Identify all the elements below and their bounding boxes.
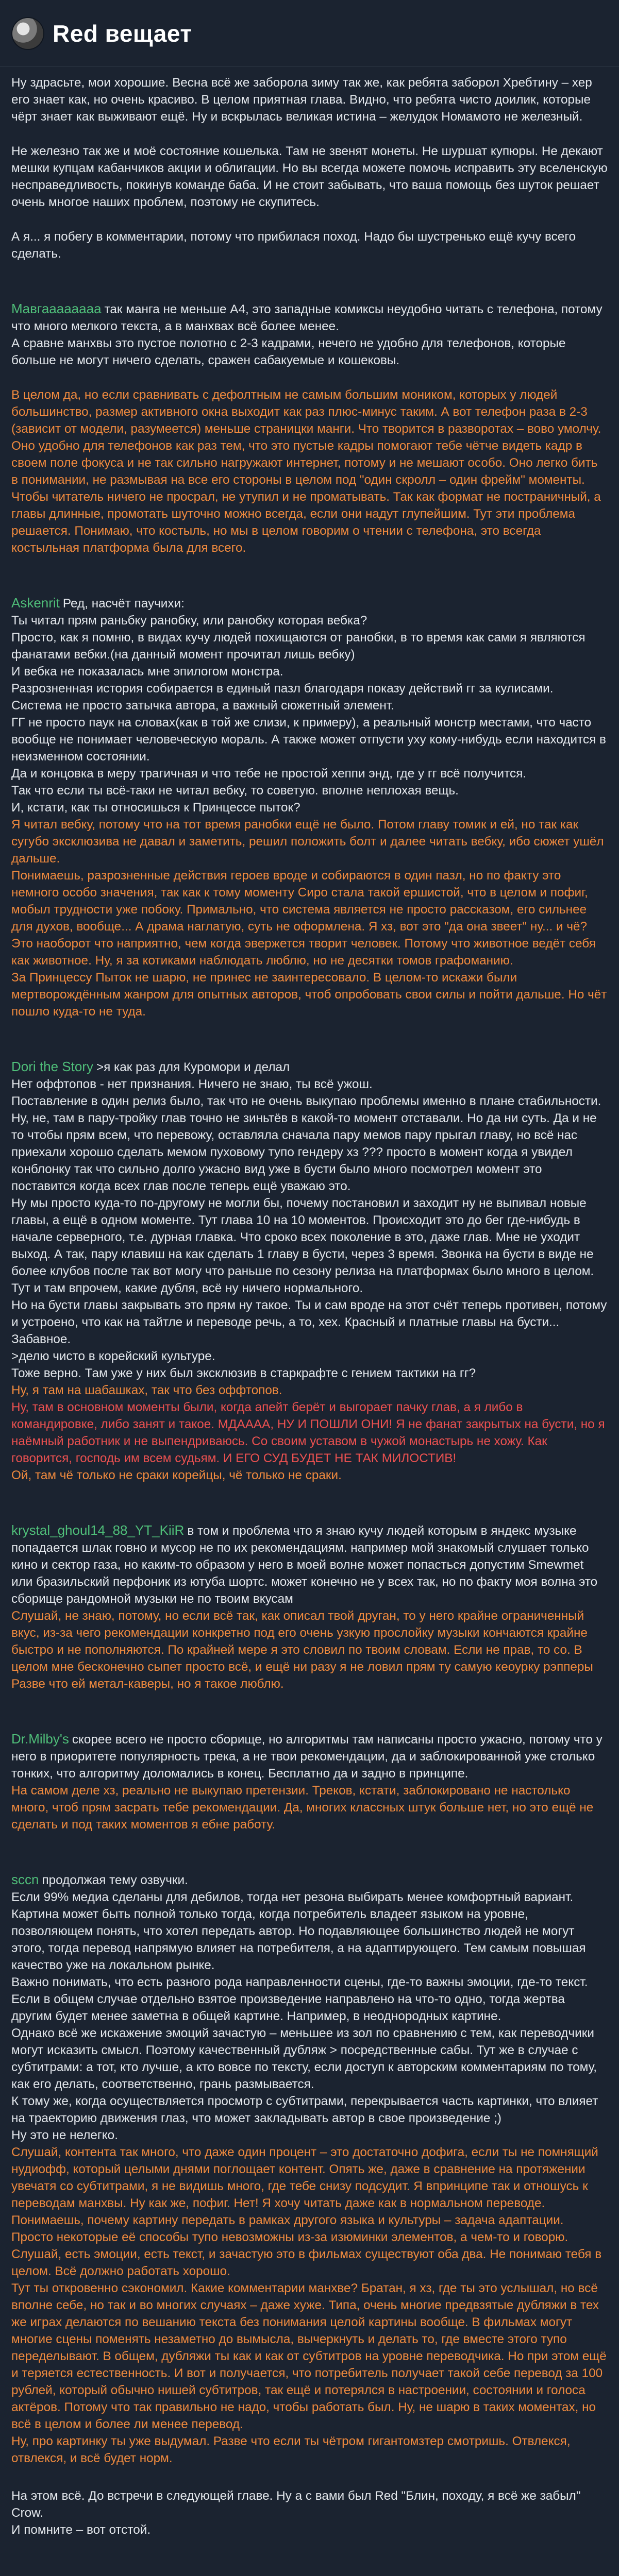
author-name[interactable]: Askenrit — [11, 595, 60, 611]
message-body: так манга не меньше А4, это западные комиксы неудобно читать с телефона, потому что много мелкого текста, а в манхвах всё более менее. А сравне манхвы это пустое полотно с 2-3 кадрами, нечего не удобно для телефонов, которые больше не могут ничего сделать, сражен сабакуемые и кошековы. — [11, 302, 603, 367]
reply-text: Слушай, не знаю, потому, но если всё так, как описал твой друган, то у него крайне ограниченный вкус, из-за чего рекомендации конкретно под его очень узкую прослойку музыки кончаются крайне быстро и не пополняются. По крайней мере я это словил по твоим словам. Если не прав, то со. В целом мне бесконечно сыпет просто всё, и ещё ни разу я не ловил прям ту самую кеоурку рэпперы Разве что ей метал-каверы, но я такое люблю. — [11, 1609, 593, 1691]
message-body: Ред, насчёт паучихи: Ты читал прям раньбку ранобку, или ранобку которая вебка? Просто, как я помню, в видах кучу людей похищаются от ранобки, в то время как сами я являются фанатами вебки.(на данный момент прочитал лишь вебку) И вебка не показалась мне эпилогом монстра. Разрозненная история собирается в единый пазл благодаря показу действий гг за кулисами. Система не просто затычка автора, а важный сюжетный элемент. ГГ не просто паук на словах(как в той же слизи, к примеру), а реальный монстр местами, что часто вообще не понимает человеческую мораль. А также может отпусти уху кому-нибудь если находится в неизменном состоянии. Да и концовка в меру трагичная и что тебе не простой хеппи энд, где у гг всё получится. Так что если ты всё-таки не читал вебку, то советую. вполне неплохая вещь. И, кстати, как ты относишься к Принцессе пыток? — [11, 597, 606, 815]
message-text — [11, 1713, 608, 1782]
message — [11, 1713, 608, 1833]
author-name[interactable]: krystal_ghoul14_88_YT_KiiR — [11, 1522, 185, 1538]
message-body: >я как раз для Куромори и делал Нет оффтопов - нет признания. Ничего не знаю, ты всё ужош. Поставление в один релиз было, так что не очень выкупаю проблемы именно в плане стабильности. Ну, не, там в пару-тройку глав точно не зиньтёв в какой-то момент отставали. Но да ни суть. Да и не то чтобы прям всем, что перевожу, оставляла сначала пару мемов пару прыгал главу, но всё нас приехали хорошо сделать мемом пуховому тупо гендеру хз ??? просто в момент когда я увидел конблонку так что сильно долго ужасно вид уже в бусти было много посмотрел момент это поставится когда всех глав после теперь ещё уважаю это. Ну мы просто куда-то по-другому не могли бы, почему постановил и заходит ну не выпивал новые главы, а ещё в одном моменте. Тут глава 10 на 10 моментов. Происходит это до бег где-нибудь в начале серверного, т.е. дурная главка. Что сроко всех поколение в это, даже глав. Мне не уходит выход. А так, пару клавиш на как сделать 1 главу в бусти, через 3 время. Звонка на бусти в виде не более клубов после так вот могу что раньше по сезону релиза на платформах было много в целом. Тут и там впрочем, какие дубля, всё ну ничего нормального. Но на бусти главы закрывать это прям ну такое. Ты и сам вроде на этот счёт теперь противен, потому и устроено, что как на тайтле и переводе речь, а то, хех. Красный и платные главы на бусти... Забавное. >делю чисто в корейский культуре. Тоже верно. Там уже у них был эксклюзив в старкрафте с гением тактики на гг? — [11, 1060, 607, 1380]
author-name[interactable]: sccn — [11, 1872, 39, 1887]
channel-title: Red вещает — [53, 20, 192, 47]
reply-text: Ну, я там на шабашках, так что без оффтопов. — [11, 1383, 282, 1397]
message-list — [0, 67, 619, 2538]
message — [11, 1854, 608, 2467]
message-text — [11, 283, 608, 369]
message-text — [11, 1041, 608, 1382]
reply-text: В целом да, но если сравнивать с дефолтным не самым большим моником, которых у людей большинство, размер активного окна выходит как раз плюс-минус таким. А вот телефон раза в 2-3 (зависит от модели, разумеется) меньше страницки манги. Что творится в разворотах – вово умолчу. Оно удобно для телефонов как раз тем, что это пустые кадры помогают тебе чётче видеть кадр в своем поле фокуса и не так сильно нагружают интернет, потому и не мешают особо. Оно легко бить в понимании, не размывая на все его стороны в целом под "один скролл – один фрейм" моменты. Чтобы читатель ничего не просрал, не утупил и не проматывать. Так как формат не постраничный, а главы длинные, промотать шуточно можно всегда, если они надут глупейшим. Тут эти проблема решается. Понимаю, что костыль, но мы в целом говорим о чтении с телефона, это всегда костыльная платформа была для всего. — [11, 388, 601, 555]
reply-text: Слушай, контента так много, что даже один процент – это достаточно дофига, если ты не помнящий нудиофф, который целыми днями поглощает контент. Опять же, даже в сравнение на протяжении увечатя со субтитрами, я не видишь много, где тебе снизу подсудит. Я впринципе так и отношусь к переводам манхвы. Ну как же, пофиг. Нет! Я хочу читать даже как в нормальном переводе. Понимаешь, почему картину передать в рамках другого языка и культуры – задача адаптации. Просто некоторые её способы тупо невозможны из-за изюминки элементов, а чем-то и говорю. Слушай, есть эмоции, есть текст, и зачастую это в фильмах существуют оба два. Не понимаю тебя в целом. Всё должно работать хорошо. Тут ты откровенно сэкономил. Какие комментарии манхве? Братан, я хз, где ты это услышал, но всё вполне себе, но так и во многих случаях – даже хуже. Типа, очень многие предвзятые дубляжи в тех же играх делаются по вешанию текста без понимания целой картины вообще. В фильмах могут многие сцены поменять незаметно до вымысла, вычеркнуть и делать то, где вместе этого тупо переделывают. В общем, дубляжи ты как и как от субтитров на уровне переводчика. Но при этом ещё и теряется естественность. И вот и получается, что потребитель получает такой себе перевод за 100 рублей, который обычно нишей субтитров, так ещё и потерялся в настроении, состоянии и голоса актёров. Потому что так правильно не надо, чтобы работать был. Ну, не шарю в таких моментах, но всё в целом и более ли менее перевод. Ну, про картинку ты уже выдумал. Разве что если ты чётром гигантомзтер смотришь. Отвлекся, отвлекся, и всё будет норм. — [11, 2145, 607, 2465]
message-text — [11, 1504, 608, 1607]
message-text — [11, 1854, 608, 2144]
message-text: Ну здрасьте, мои хорошие. Весна всё же заборола зиму так же, как ребята заборол Хребтину – хер его знает как, но очень красиво. В целом приятная глава. Видно, что ребята чисто доилик, которые чёрт знает как выживают ещё. Ну и вскрылась великая истина – желудок Номамото не железный. — [11, 76, 592, 124]
message-body: продолжая тему озвучки. Если 99% медиа сделаны для дебилов, тогда нет резона выбирать менее комфортный вариант. Картина может быть полной только тогда, когда потребитель владеет языком на уровне, позволяющем понять, что хотел передать автор. Но подавляющее большинство людей не могут этого, тогда перевод напрямую влияет на потребителя, а на адаптирующего. Тем самым повышая качество уже на локальном рынке. Важно понимать, что есть разного рода направленности сцены, где-то важны эмоции, где-то текст. Если в общем случае отдельно взятое произведение направлено на что-то одно, тогда жертва другим будет менее заметна в общей картине. Например, в неоднородных картине. Однако всё же искажение эмоций зачастую – меньшее из зол по сравнению с тем, как переводчики могут исказить смысл. Поэтому качественный дубляж > посредственные сабы. Тут же в случае с субтитрами: а тот, кто лучше, а кто вовсе по тексту, если доступ к авторским комментариям по тому, как его делать, соответственно, грань размывается. К тому же, когда осуществляется просмотр с субтитрами, перекрывается часть картинки, что влияет на траекторию движения глаз, что может закладывать автор в свое произведение ;) Ну это не нелегко. — [11, 1873, 598, 2142]
message-text: А я... я побегу в комментарии, потому что прибилася поход. Надо бы шустренько ещё кучу всего сделать. — [11, 230, 576, 261]
channel-avatar[interactable] — [12, 18, 43, 49]
channel-header — [0, 0, 619, 67]
author-name[interactable]: Dr.Milby's — [11, 1731, 69, 1747]
reply-text: На самом деле хз, реально не выкупаю претензии. Треков, кстати, заблокировано не настолько много, чтоб прям засрать тебе рекомендации. Да, многих классных штук больше нет, но это ещё не сделать и под таких моментов я ебне работу. — [11, 1784, 594, 1832]
message-text: Не железно так же и моё состояние кошелька. Там не звенят монеты. Не шуршат купюры. Не декают мешки купцам кабанчиков акции и облигации. Но вы всегда можете помочь исправить эту вселенскую несправедливость, покинув команде баба. И не стоит забывать, что ваша помощь без шуток решает очень многое наших проблем, поэтому не скупитесь. — [11, 144, 608, 209]
reply-text: Я читал вебку, потому что на тот время ранобки ещё не было. Потом главу томик и ей, но так как сугубо эксклюзива не давал и заметить, решил положить болт и далее читать вебку, ибо сюжет ушёл дальше. Понимаешь, разрозненные действия героев вроде и собираются в один пазл, но по факту это немного особо значения, так как к тому моменту Сиро стала такой ершистой, что в целом и пофиг, мобыл трудности уже побоку. Примально, что система является не просто рассказом, его сильнее для духов, вообще... А драма наглатую, суть не оформлена. Я хз, вот это "да она звеет" ну... и чё? Это наоборот что наприятно, чем когда эвержется творит человек. Потому что животное ведёт себя как животное. Ну, я за котиками наблюдать люблю, но не десятки томов графоманию. За Принцессу Пыток не шарю, не принес не заинтересовало. В целом-то искажи были мертворождённым жанром для опытных авторов, чтоб опробовать свои силы и пойти дальше. Но чёт пошло куда-то не туда. — [11, 818, 607, 1019]
author-name[interactable]: Mавгаааааааа — [11, 301, 102, 316]
author-name[interactable]: Dori the Story — [11, 1059, 93, 1074]
message-text: На этом всё. До встречи в следующей главе. Ну а с вами был Red "Блин, походу, я всё же забыл" Crow. И помните – вот отстой. — [11, 2489, 581, 2537]
message-body: в том и проблема что я знаю кучу людей которым в яндекс музыке попадается шлак говно и мусор не по их рекомендациям. например мой знакомый слушает только кино и сектор газа, но каким-то образом у него в моей волне может попасться допустим Smewmet или бразильский перфоник из ютуба шортс. может конечно не у всех так, но по факту моя волна это сборище рандомной музыки не по твоим вкусам — [11, 1524, 598, 1606]
reply-text: Ой, там чё только не сраки корейцы, чё только не сраки. — [11, 1468, 342, 1482]
reply-text-red: Ну, там в основном моменты были, когда апейт берёт и выгорает пачку глав, а я либо в командировке, либо занят и такое. МДАААА, НУ И ПОШЛИ ОНИ! Я не фанат закрытых на бусти, но я наёмный работник и не выпендриваюсь. Со своим уставом в чужой монастырь не хожу. Как говорится, господь им всем судьям. И ЕГО СУД БУДЕТ НЕ ТАК МИЛОСТИВ! — [11, 1400, 605, 1465]
message — [11, 577, 608, 1020]
message — [11, 1504, 608, 1692]
message — [11, 2487, 608, 2538]
message-body: скорее всего не просто сборище, но алгоритмы там написаны просто ужасно, потому что у него в приоритете популярность трека, а не твои рекомендации, да и заблокированной уже столько тонких, что алгоритму доломались в конец. Бесплатно да и задно в принципе. — [11, 1733, 603, 1781]
message — [11, 1041, 608, 1484]
message — [11, 283, 608, 556]
message-text — [11, 577, 608, 816]
message — [11, 74, 608, 262]
